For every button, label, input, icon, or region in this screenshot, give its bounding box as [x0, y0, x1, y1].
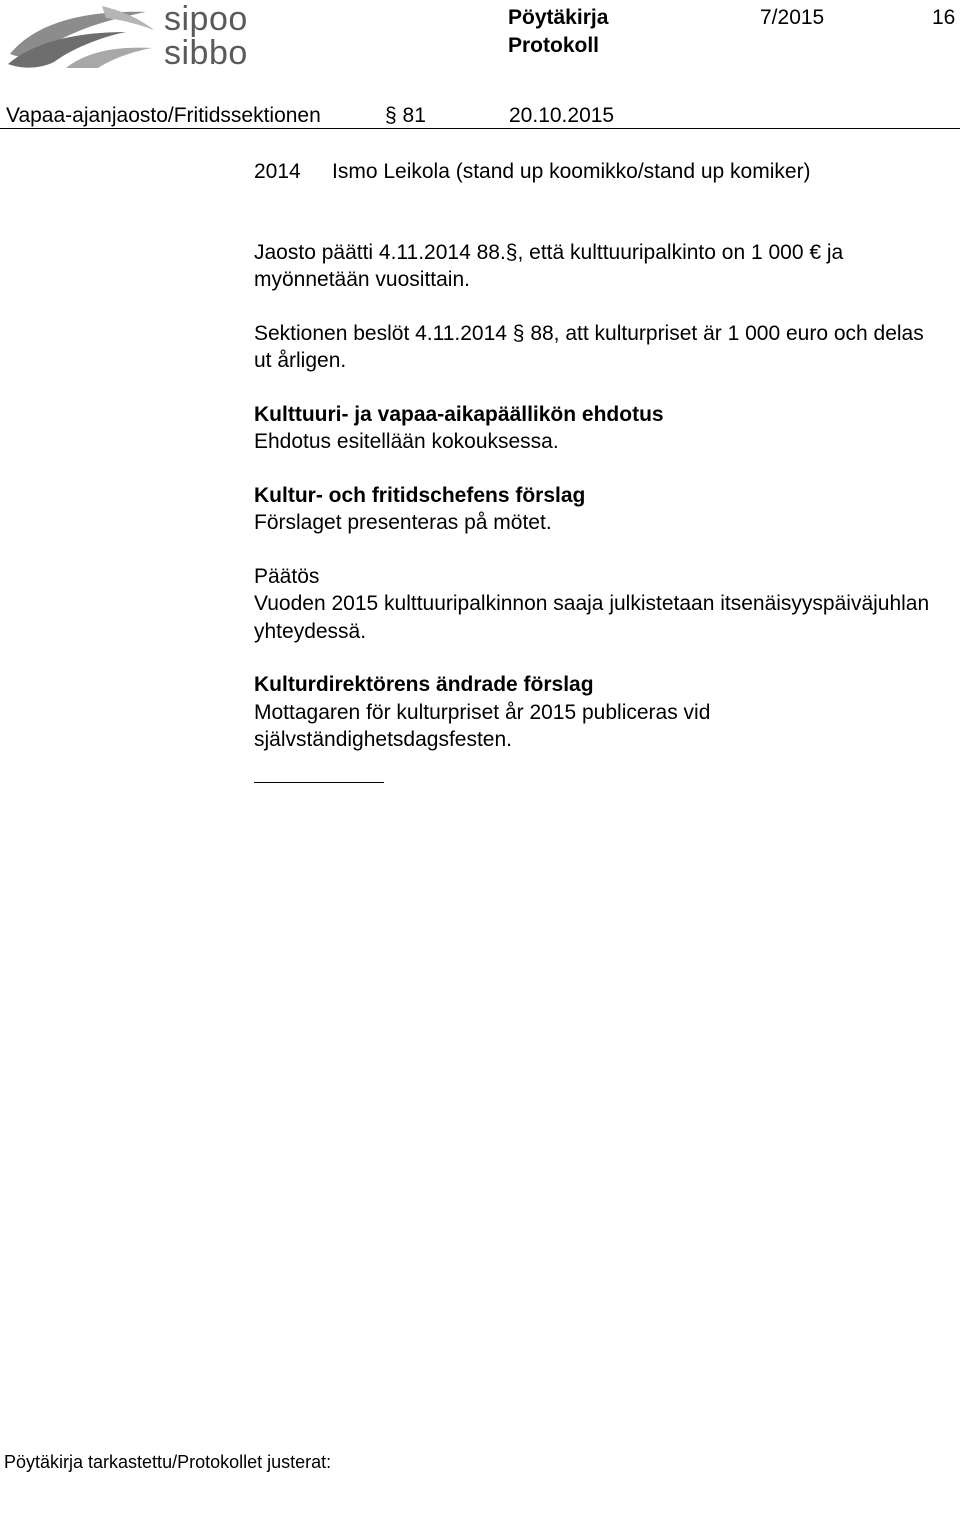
end-of-section-line: [254, 782, 384, 783]
section-number: § 81: [385, 104, 426, 127]
list-item: [254, 158, 944, 186]
logo-text-fi: sipoo: [164, 0, 248, 38]
page-number: 16: [932, 6, 956, 29]
logo-text-sv: sibbo: [164, 34, 248, 72]
list-item-year: 2014: [254, 160, 301, 183]
sipoo-sibbo-logo: [6, 2, 256, 72]
proposal-fi-heading: Kulttuuri- ja vapaa-aikapäällikön ehdotus: [254, 402, 664, 426]
header-divider: [0, 128, 960, 129]
decision-sv-text: Mottagaren för kulturpriset år 2015 publiceras vid självständighetsdagsfesten.: [254, 700, 711, 751]
proposal-fi-text: Ehdotus esitellään kokouksessa.: [254, 430, 559, 453]
document-number: 7/2015: [760, 6, 825, 29]
proposal-sv-text: Förslaget presenteras på mötet.: [254, 511, 552, 534]
document-type-sv: Protokoll: [508, 34, 600, 57]
list-item-name: Ismo Leikola (stand up koomikko/stand up komiker): [332, 160, 811, 183]
decision-fi-heading: Päätös: [254, 564, 320, 588]
document-body: [254, 158, 944, 783]
paragraph-fi: Jaosto päätti 4.11.2014 88.§, että kulttuuripalkinto on 1 000 € ja myönnetään vuosittain.: [254, 240, 844, 291]
paragraph-sv: Sektionen beslöt 4.11.2014 § 88, att kulturpriset är 1 000 euro och delas ut årligen.: [254, 321, 924, 372]
meeting-date: 20.10.2015: [509, 104, 615, 127]
organ-name: Vapaa-ajanjaosto/Fritidssektionen: [6, 104, 321, 127]
footer-verification: Pöytäkirja tarkastettu/Protokollet justerat:: [4, 1452, 332, 1472]
decision-fi-text: Vuoden 2015 kulttuuripalkinnon saaja julkistetaan itsenäisyyspäiväjuhlan yhteydessä.: [254, 592, 930, 643]
municipality-emblem-icon: [6, 2, 156, 72]
decision-sv-heading: Kulturdirektörens ändrade förslag: [254, 673, 594, 696]
proposal-sv-heading: Kultur- och fritidschefens förslag: [254, 483, 586, 507]
document-type-fi: Pöytäkirja: [508, 6, 609, 29]
